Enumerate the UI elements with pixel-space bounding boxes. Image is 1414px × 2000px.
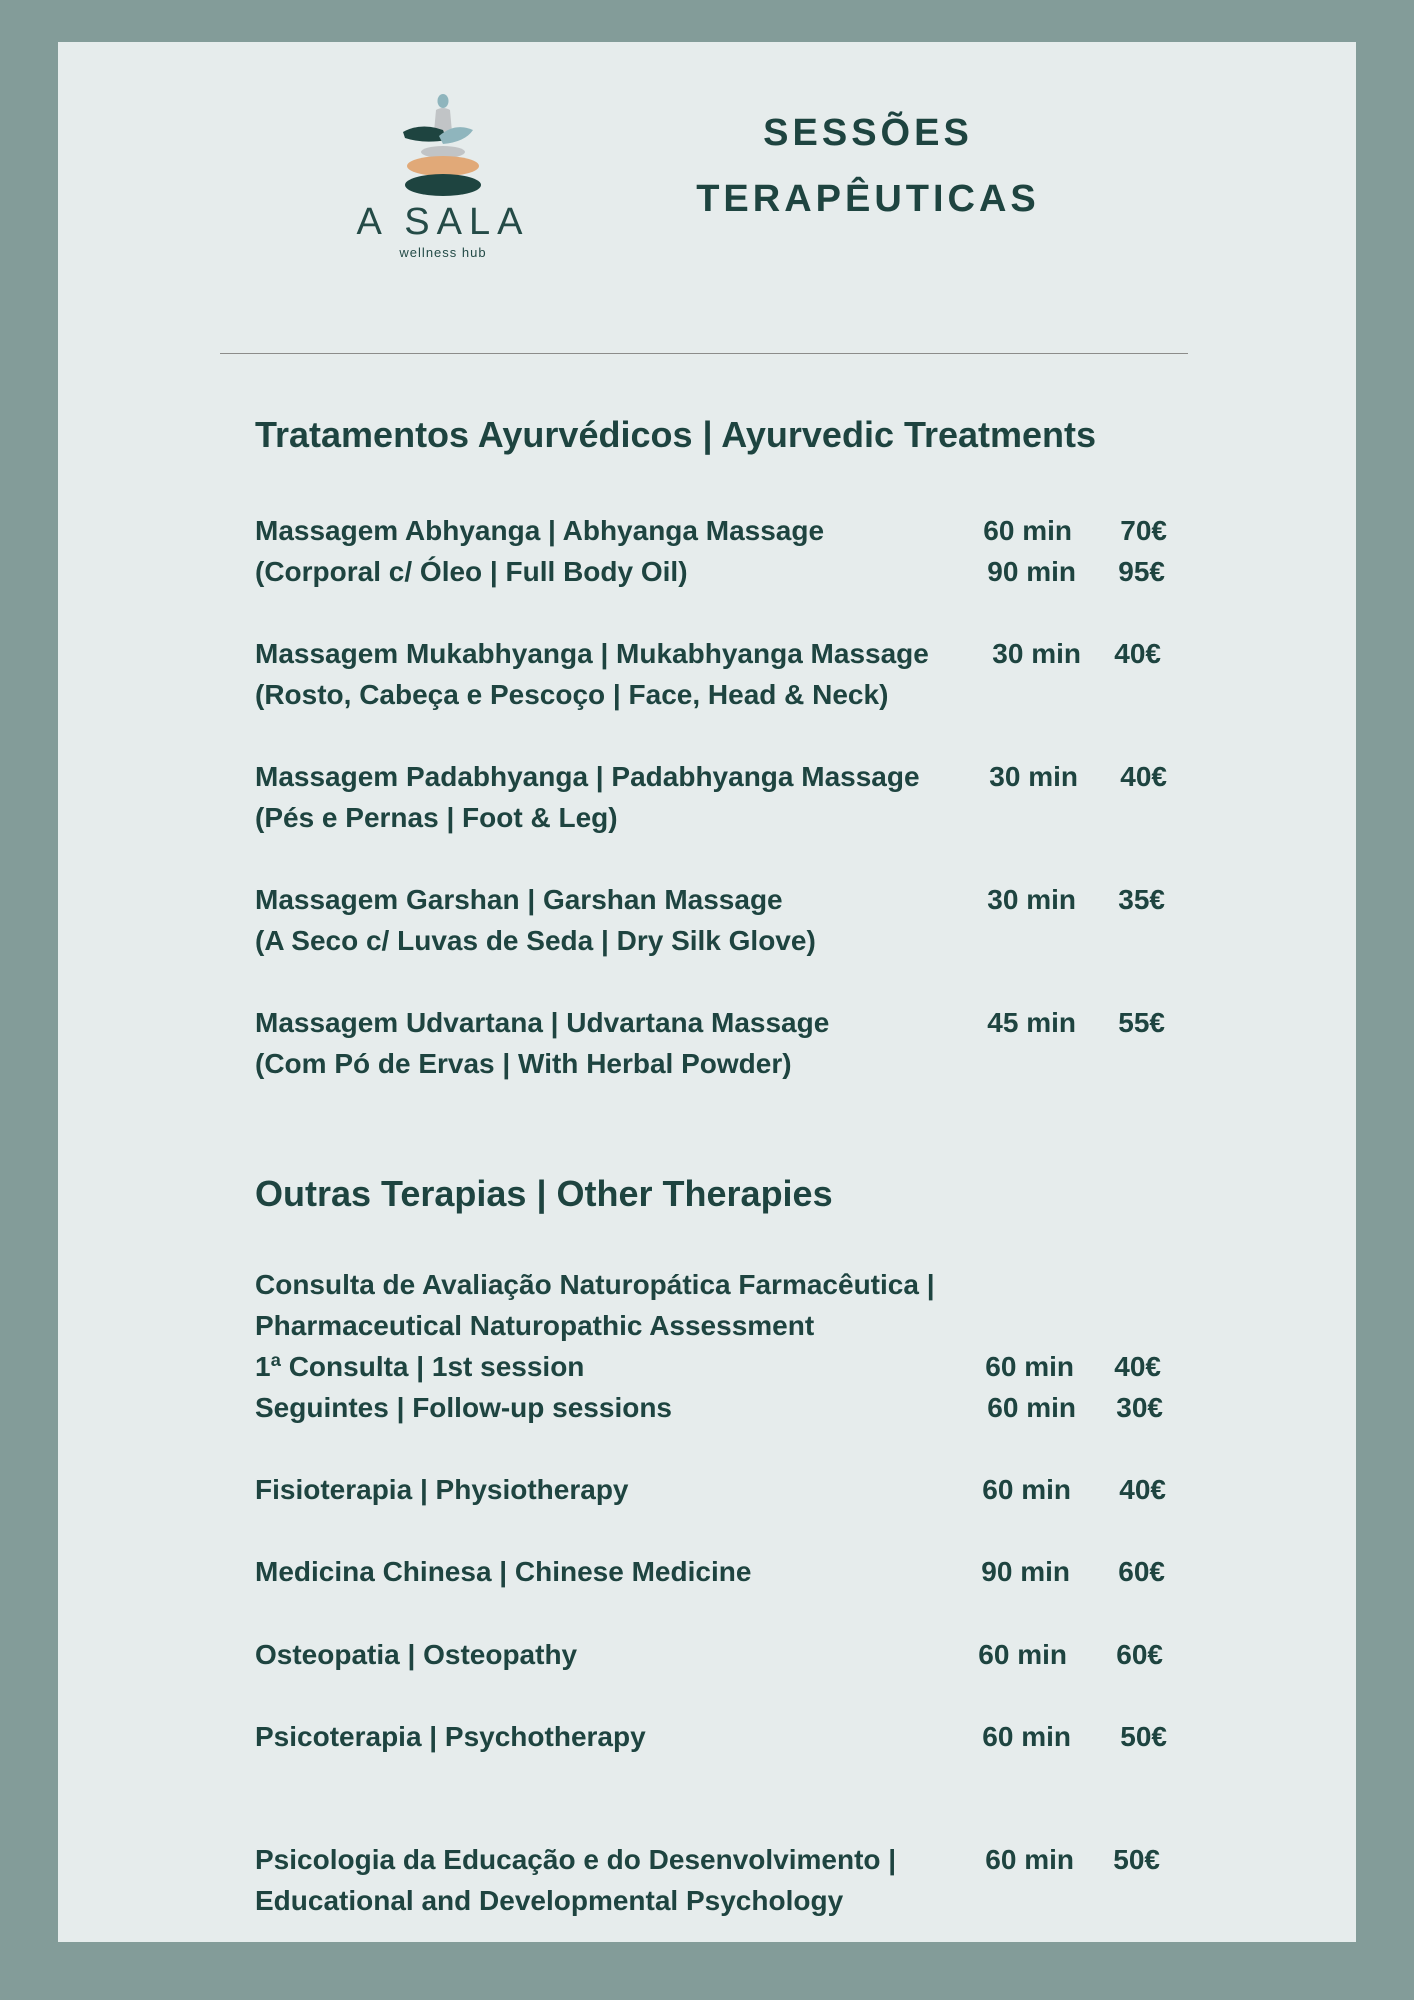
therapy-option-label-followup: Seguintes | Follow-up sessions bbox=[255, 1392, 673, 1423]
therapy-name-naturopathic: Consulta de Avaliação Naturopática Farmacêutica | bbox=[255, 1269, 935, 1300]
therapy-price-educational-psychology: 50€ bbox=[1113, 1844, 1160, 1875]
therapy-price-psychotherapy: 50€ bbox=[1120, 1721, 1167, 1752]
therapy-duration-psychotherapy: 60 min bbox=[982, 1721, 1071, 1752]
section-heading-other-therapies: Outras Terapias | Other Therapies bbox=[255, 1173, 833, 1214]
treatment-name-udvartana: Massagem Udvartana | Udvartana Massage bbox=[255, 1007, 830, 1038]
treatment-duration-padabhyanga: 30 min bbox=[989, 761, 1078, 792]
therapy-price-osteopathy: 60€ bbox=[1116, 1639, 1163, 1670]
therapy-name-physiotherapy: Fisioterapia | Physiotherapy bbox=[255, 1474, 629, 1505]
page-title-line-1: SESSÕES bbox=[763, 112, 973, 154]
treatment-price-udvartana: 55€ bbox=[1118, 1007, 1165, 1038]
divider bbox=[220, 353, 1188, 354]
therapy-sub-naturopathic: Pharmaceutical Naturopathic Assessment bbox=[255, 1310, 815, 1341]
therapy-name-educational-psychology: Psicologia da Educação e do Desenvolvimento | bbox=[255, 1844, 897, 1875]
treatment-sub-udvartana: (Com Pó de Ervas | With Herbal Powder) bbox=[255, 1048, 792, 1079]
treatment-price-mukabhyanga: 40€ bbox=[1114, 638, 1161, 669]
treatment-sub-garshan: (A Seco c/ Luvas de Seda | Dry Silk Glove) bbox=[255, 925, 816, 956]
treatment-sub-mukabhyanga: (Rosto, Cabeça e Pescoço | Face, Head & Neck) bbox=[255, 679, 889, 710]
page-title-line-2: TERAPÊUTICAS bbox=[696, 178, 1040, 220]
therapy-duration-followup: 60 min bbox=[987, 1392, 1076, 1423]
therapy-name-psychotherapy: Psicoterapia | Psychotherapy bbox=[255, 1721, 646, 1752]
menu-sheet bbox=[58, 42, 1356, 1942]
logo-name: A SALA bbox=[356, 201, 530, 243]
therapy-duration-educational-psychology: 60 min bbox=[985, 1844, 1074, 1875]
treatment-name-mukabhyanga: Massagem Mukabhyanga | Mukabhyanga Massage bbox=[255, 638, 929, 669]
therapy-duration-physiotherapy: 60 min bbox=[982, 1474, 1071, 1505]
therapy-option-label-first: 1ª Consulta | 1st session bbox=[255, 1351, 585, 1382]
meditating-stones-icon bbox=[343, 92, 543, 202]
treatment-sub-padabhyanga: (Pés e Pernas | Foot & Leg) bbox=[255, 802, 618, 833]
therapy-price-followup: 30€ bbox=[1116, 1392, 1163, 1423]
therapy-name-osteopathy: Osteopatia | Osteopathy bbox=[255, 1639, 578, 1670]
treatment-name-garshan: Massagem Garshan | Garshan Massage bbox=[255, 884, 783, 915]
treatment-price-abhyanga-90: 95€ bbox=[1118, 556, 1165, 587]
therapy-price-chinese-medicine: 60€ bbox=[1118, 1556, 1165, 1587]
treatment-duration-garshan: 30 min bbox=[987, 884, 1076, 915]
therapy-name-chinese-medicine: Medicina Chinesa | Chinese Medicine bbox=[255, 1556, 752, 1587]
treatment-duration-udvartana: 45 min bbox=[987, 1007, 1076, 1038]
treatment-price-padabhyanga: 40€ bbox=[1120, 761, 1167, 792]
therapy-price-first: 40€ bbox=[1114, 1351, 1161, 1382]
treatment-duration-abhyanga-90: 90 min bbox=[987, 556, 1076, 587]
therapy-duration-osteopathy: 60 min bbox=[978, 1639, 1067, 1670]
therapy-sub-educational-psychology: Educational and Developmental Psychology bbox=[255, 1885, 844, 1916]
treatment-duration-mukabhyanga: 30 min bbox=[992, 638, 1081, 669]
therapy-duration-chinese-medicine: 90 min bbox=[981, 1556, 1070, 1587]
treatment-price-garshan: 35€ bbox=[1118, 884, 1165, 915]
therapy-duration-first: 60 min bbox=[985, 1351, 1074, 1382]
treatment-sub-abhyanga: (Corporal c/ Óleo | Full Body Oil) bbox=[255, 556, 688, 587]
logo-tagline: wellness hub bbox=[399, 245, 487, 260]
logo bbox=[343, 92, 543, 292]
treatment-duration-abhyanga-60: 60 min bbox=[983, 515, 1072, 546]
section-heading-ayurvedic: Tratamentos Ayurvédicos | Ayurvedic Treatments bbox=[255, 414, 1097, 455]
treatment-price-abhyanga-60: 70€ bbox=[1120, 515, 1167, 546]
page-title bbox=[618, 100, 1118, 232]
therapy-price-physiotherapy: 40€ bbox=[1119, 1474, 1166, 1505]
treatment-name-padabhyanga: Massagem Padabhyanga | Padabhyanga Massage bbox=[255, 761, 920, 792]
treatment-name-abhyanga: Massagem Abhyanga | Abhyanga Massage bbox=[255, 515, 825, 546]
